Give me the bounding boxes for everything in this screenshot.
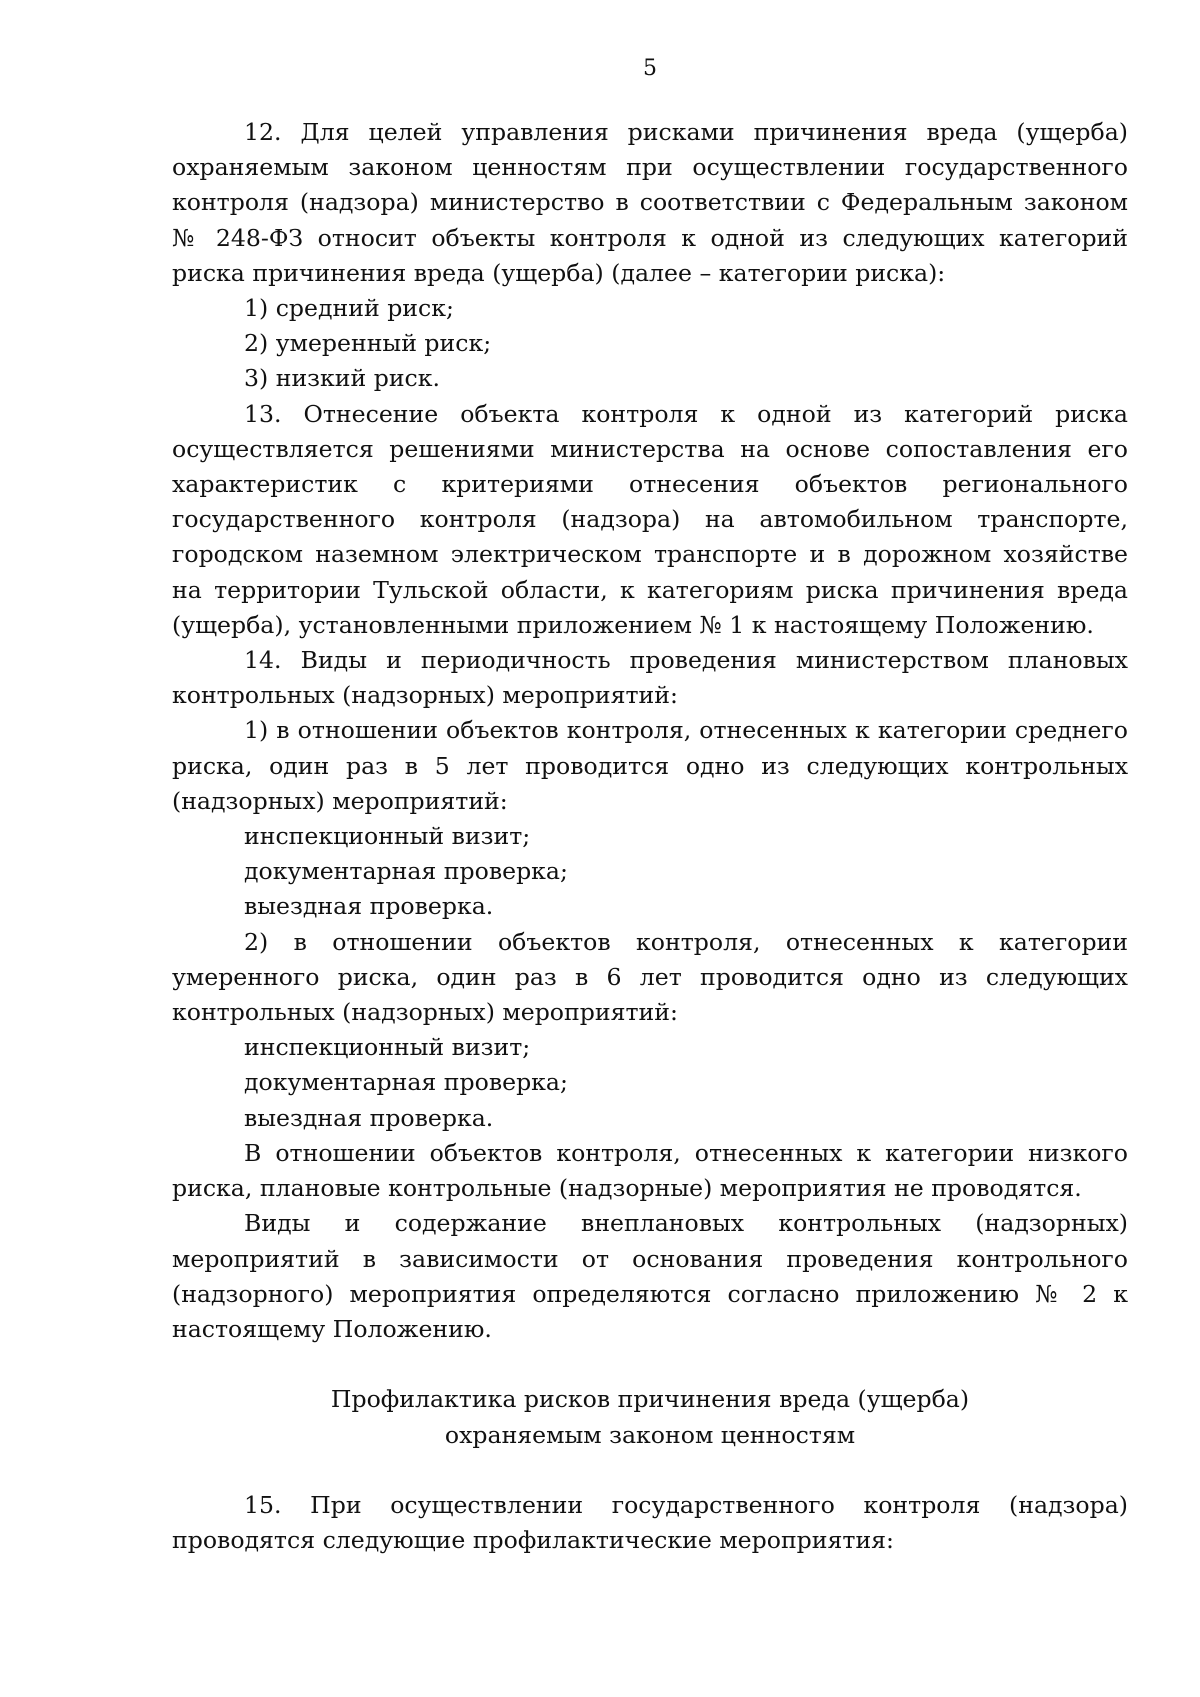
paragraph-15: 15. При осуществлении государственного контроля (надзора) проводятся следующие профилактические мероприятия: xyxy=(172,1490,1128,1555)
list-item-field-check: выездная проверка. xyxy=(244,1103,494,1132)
paragraph-14-item-1: 1) в отношении объектов контроля, отнесенных к категории среднего риска, один раз в 5 лет проводится одно из следующих контрольных (надзорных) мероприятий: xyxy=(172,716,1128,815)
section-heading-line-1: Профилактика рисков причинения вреда (ущерба) xyxy=(330,1385,970,1414)
list-item-field-check: выездная проверка. xyxy=(244,892,494,921)
paragraph-low-risk-note: В отношении объектов контроля, отнесенных к категории низкого риска, плановые контрольные (надзорные) мероприятия не проводятся. xyxy=(172,1138,1128,1203)
list-item-documentary-check: документарная проверка; xyxy=(244,857,568,886)
paragraph-13: 13. Отнесение объекта контроля к одной из категорий риска осуществляется решениями министерства на основе сопоставления его характеристик с критериями отнесения объектов регионального государственного контроля (надзора) на автомобильном транспорте, городском наземном электрическом транспорте и в дорожном хозяйстве на территории Тульской области, к категориям риска причинения вреда (ущерба), установленными приложением № 1 к настоящему Положению. xyxy=(172,399,1128,639)
paragraph-unscheduled-events: Виды и содержание внеплановых контрольных (надзорных) мероприятий в зависимости от основания проведения контрольного (надзорного) мероприятия определяются согласно приложению № 2 к настоящему Положению. xyxy=(172,1209,1128,1343)
document-page xyxy=(172,0,1128,1697)
document-body xyxy=(172,115,1128,1558)
list-item-inspection-visit: инспекционный визит; xyxy=(244,822,531,851)
paragraph-14-item-2: 2) в отношении объектов контроля, отнесенных к категории умеренного риска, один раз в 6 лет проводится одно из следующих контрольных (надзорных) мероприятий: xyxy=(172,927,1128,1027)
list-item-low-risk: 3) низкий риск. xyxy=(244,364,441,393)
page-number: 5 xyxy=(643,56,657,81)
list-item-moderate-risk: 2) умеренный риск; xyxy=(244,329,492,358)
list-item-medium-risk: 1) средний риск; xyxy=(244,294,454,323)
section-heading-line-2: охраняемым законом ценностям xyxy=(444,1420,856,1449)
list-item-documentary-check: документарная проверка; xyxy=(244,1068,568,1097)
paragraph-12: 12. Для целей управления рисками причинения вреда (ущерба) охраняемым законом ценностям при осуществлении государственного контроля (надзора) министерство в соответствии с Федеральным законом № 248-ФЗ относит объекты контроля к одной из следующих категорий риска причинения вреда (ущерба) (далее – категории риска): xyxy=(172,118,1128,287)
paragraph-14: 14. Виды и периодичность проведения министерством плановых контрольных (надзорных) мероприятий: xyxy=(172,646,1128,710)
list-item-inspection-visit: инспекционный визит; xyxy=(244,1033,531,1062)
